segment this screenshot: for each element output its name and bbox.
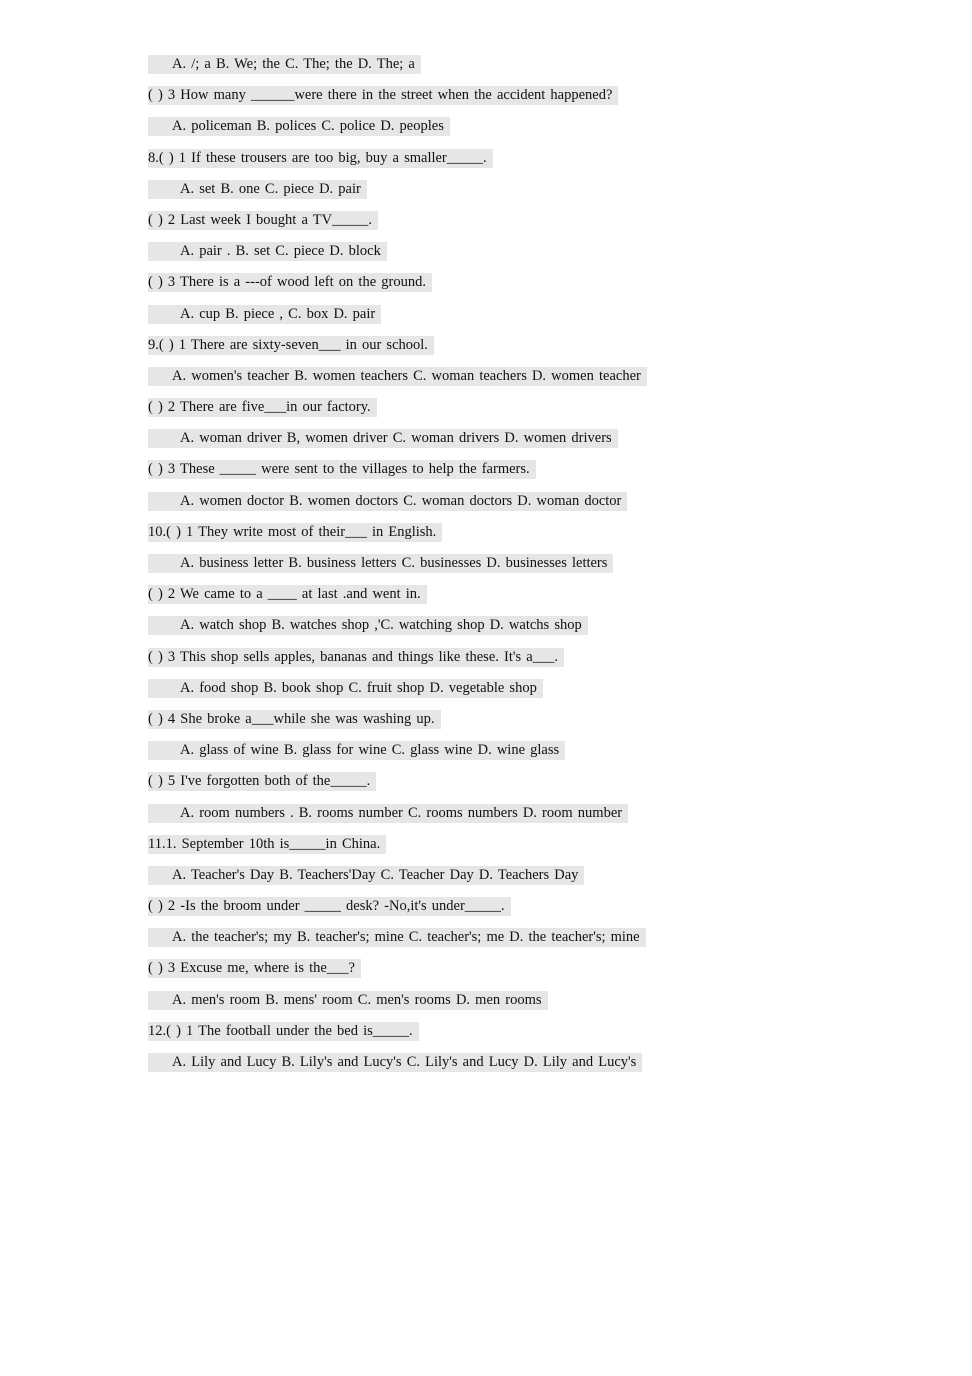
options-text: A. women doctor B. women doctors C. woman doctors D. woman doctor: [148, 492, 627, 511]
answer-options-line: [148, 991, 848, 1022]
options-text: A. the teacher's; my B. teacher's; mine C. teacher's; me D. the teacher's; mine: [148, 928, 646, 947]
question-line: [148, 460, 848, 491]
question-line: [148, 585, 848, 616]
exercise-list: [148, 55, 848, 1084]
options-text: A. pair . B. set C. piece D. block: [148, 242, 387, 261]
options-text: A. policeman B. polices C. police D. peoples: [148, 117, 450, 136]
options-text: A. glass of wine B. glass for wine C. glass wine D. wine glass: [148, 741, 565, 760]
question-text: ( ) 2 -Is the broom under _____ desk? -No,it's under_____.: [148, 897, 511, 916]
answer-options-line: [148, 367, 848, 398]
question-text: ( ) 2 Last week I bought a TV_____.: [148, 211, 378, 230]
answer-options-line: [148, 55, 848, 86]
options-text: A. food shop B. book shop C. fruit shop D. vegetable shop: [148, 679, 543, 698]
question-text: ( ) 3 There is a ---of wood left on the ground.: [148, 273, 432, 292]
answer-options-line: [148, 1053, 848, 1084]
options-text: A. Lily and Lucy B. Lily's and Lucy's C. Lily's and Lucy D. Lily and Lucy's: [148, 1053, 642, 1072]
answer-options-line: [148, 492, 848, 523]
options-text: A. set B. one C. piece D. pair: [148, 180, 367, 199]
answer-options-line: [148, 616, 848, 647]
options-text: A. women's teacher B. women teachers C. woman teachers D. women teacher: [148, 367, 647, 386]
question-text: 12.( ) 1 The football under the bed is_____.: [148, 1022, 419, 1041]
question-text: 9.( ) 1 There are sixty-seven___ in our school.: [148, 336, 434, 355]
options-text: A. woman driver B, women driver C. woman drivers D. women drivers: [148, 429, 618, 448]
question-text: ( ) 4 She broke a___while she was washing up.: [148, 710, 441, 729]
answer-options-line: [148, 804, 848, 835]
question-text: ( ) 3 These _____ were sent to the villages to help the farmers.: [148, 460, 536, 479]
question-line: [148, 398, 848, 429]
answer-options-line: [148, 928, 848, 959]
options-text: A. watch shop B. watches shop ,'C. watching shop D. watchs shop: [148, 616, 588, 635]
question-line: [148, 648, 848, 679]
answer-options-line: [148, 305, 848, 336]
question-text: ( ) 5 I've forgotten both of the_____.: [148, 772, 376, 791]
options-text: A. men's room B. mens' room C. men's rooms D. men rooms: [148, 991, 548, 1010]
answer-options-line: [148, 866, 848, 897]
options-text: A. business letter B. business letters C. businesses D. businesses letters: [148, 554, 613, 573]
question-text: ( ) 2 We came to a ____ at last .and went in.: [148, 585, 427, 604]
options-text: A. room numbers . B. rooms number C. rooms numbers D. room number: [148, 804, 628, 823]
answer-options-line: [148, 242, 848, 273]
question-line: [148, 211, 848, 242]
question-line: [148, 523, 848, 554]
question-line: [148, 336, 848, 367]
question-line: [148, 86, 848, 117]
answer-options-line: [148, 117, 848, 148]
question-line: [148, 273, 848, 304]
answer-options-line: [148, 741, 848, 772]
options-text: A. cup B. piece , C. box D. pair: [148, 305, 381, 324]
question-line: [148, 1022, 848, 1053]
question-line: [148, 835, 848, 866]
question-line: [148, 897, 848, 928]
options-text: A. /; a B. We; the C. The; the D. The; a: [148, 55, 421, 74]
question-line: [148, 959, 848, 990]
question-line: [148, 772, 848, 803]
question-text: ( ) 2 There are five___in our factory.: [148, 398, 377, 417]
question-text: 10.( ) 1 They write most of their___ in English.: [148, 523, 442, 542]
question-text: ( ) 3 How many ______were there in the street when the accident happened?: [148, 86, 618, 105]
answer-options-line: [148, 679, 848, 710]
question-line: [148, 149, 848, 180]
question-line: [148, 710, 848, 741]
answer-options-line: [148, 554, 848, 585]
question-text: 11.1. September 10th is_____in China.: [148, 835, 386, 854]
answer-options-line: [148, 429, 848, 460]
options-text: A. Teacher's Day B. Teachers'Day C. Teacher Day D. Teachers Day: [148, 866, 584, 885]
question-text: ( ) 3 Excuse me, where is the___?: [148, 959, 361, 978]
answer-options-line: [148, 180, 848, 211]
question-text: ( ) 3 This shop sells apples, bananas and things like these. It's a___.: [148, 648, 564, 667]
question-text: 8.( ) 1 If these trousers are too big, buy a smaller_____.: [148, 149, 493, 168]
